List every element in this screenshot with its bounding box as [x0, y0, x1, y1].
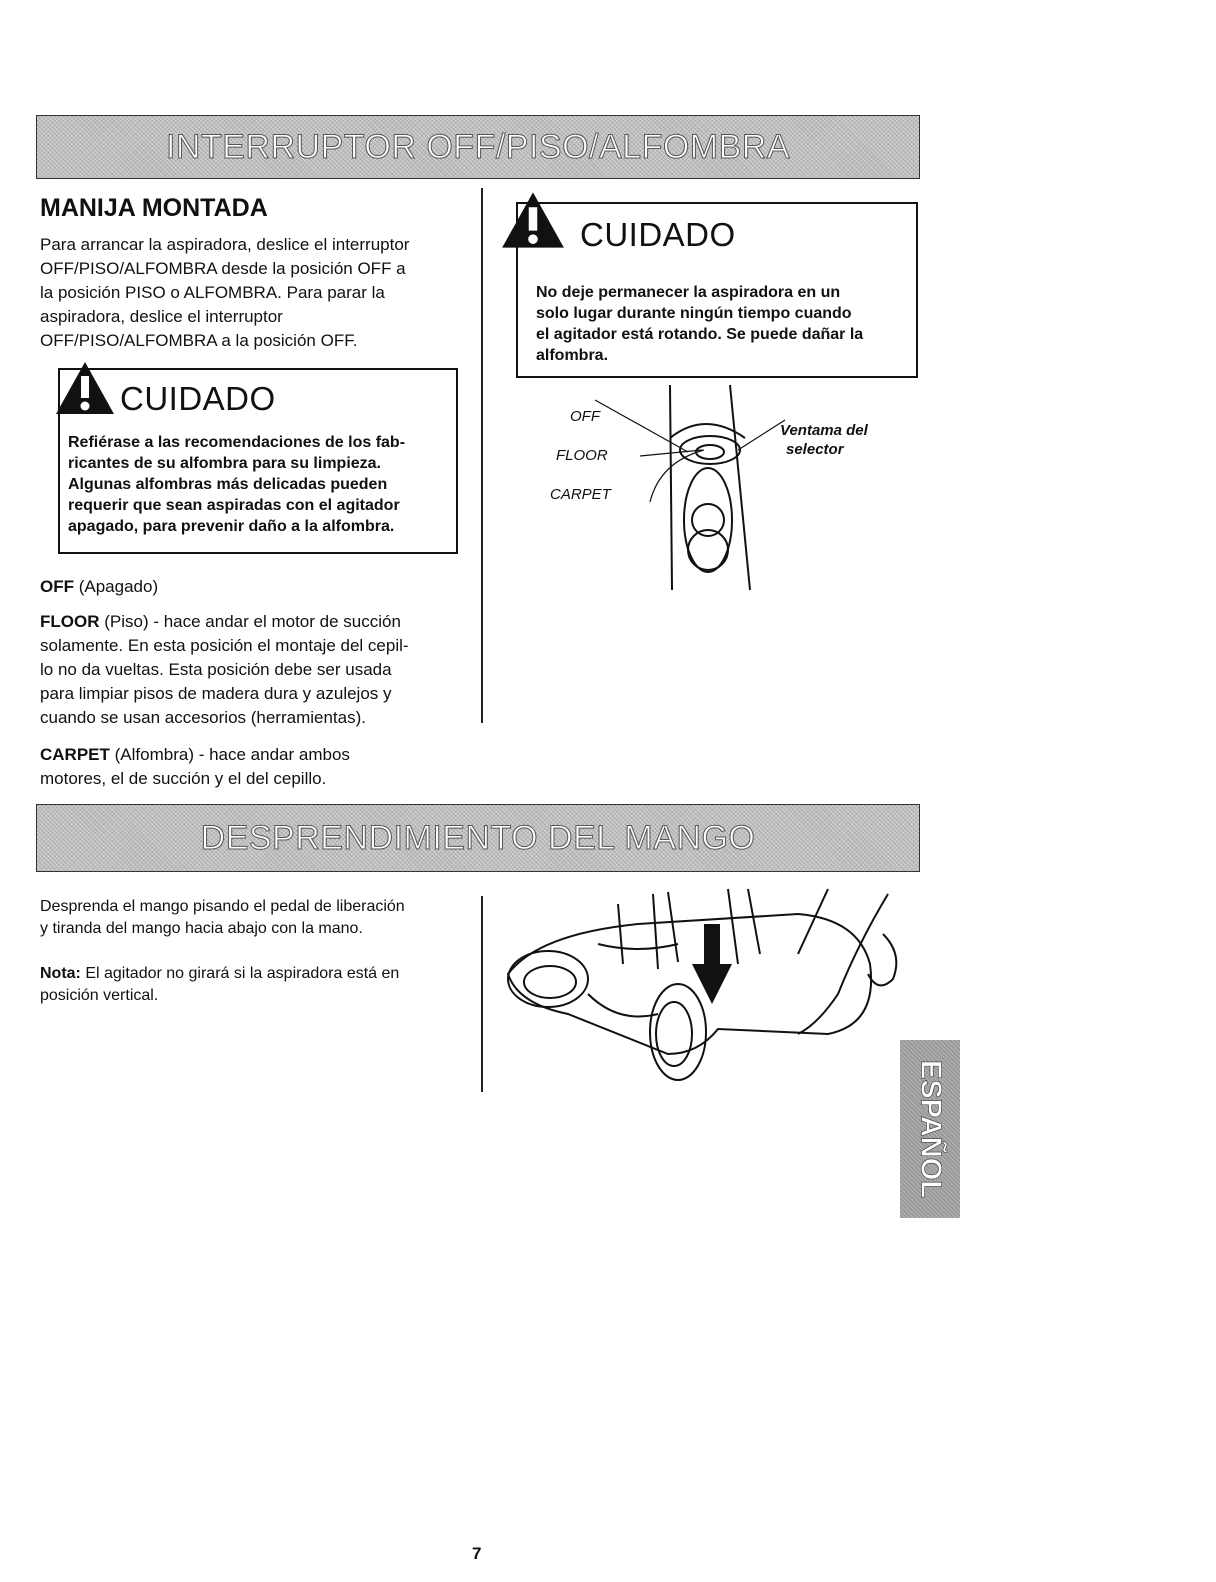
caution-message: [68, 432, 452, 537]
off-desc: (Apagado): [74, 577, 159, 596]
section-banner-title: DESPRENDIMIENTO DEL MANGO: [200, 818, 756, 857]
warning-icon: [54, 360, 116, 416]
caution-box-agitator: [516, 202, 918, 378]
text-line: apagado, para prevenir daño a la alfombra.: [68, 518, 395, 535]
language-tab-label: ESPAÑOL: [914, 1059, 947, 1199]
section-banner-switch: [36, 115, 920, 179]
section-banner-handle: [36, 804, 920, 872]
text-line: lo no da vueltas. Esta posición debe ser usada: [40, 660, 392, 679]
text-line: selector: [786, 441, 844, 458]
vacuum-base-illustration: [498, 884, 910, 1090]
floor-description: [40, 610, 470, 730]
text-line: OFF/PISO/ALFOMBRA desde la posición OFF a: [40, 259, 406, 278]
label-off: OFF: [570, 408, 600, 425]
text-line: Ventama del: [780, 422, 868, 439]
text-line: (Piso) - hace andar el motor de succión: [99, 612, 401, 631]
text-line: ricantes de su alfombra para su limpieza.: [68, 455, 381, 472]
note-term: Nota:: [40, 965, 81, 982]
column-divider: [481, 896, 483, 1092]
text-line: OFF/PISO/ALFOMBRA a la posición OFF.: [40, 331, 358, 350]
caution-title: CUIDADO: [120, 380, 276, 417]
text-line: El agitador no girará si la aspiradora está en: [80, 965, 400, 982]
section-heading: MANIJA MONTADA: [40, 194, 268, 222]
off-description: [40, 575, 470, 599]
term-off: OFF: [40, 577, 74, 596]
release-paragraph: [40, 896, 470, 940]
note-paragraph: [40, 963, 470, 1007]
text-line: solo lugar durante ningún tiempo cuando: [536, 305, 852, 322]
term-carpet: CARPET: [40, 745, 110, 764]
text-line: motores, el de succión y el del cepillo.: [40, 769, 327, 788]
label-window: [780, 421, 868, 459]
text-line: cuando se usan accesorios (herramientas).: [40, 708, 366, 727]
warning-icon: [500, 190, 566, 250]
caution-box-carpet: [58, 368, 458, 554]
page-number: 7: [472, 1544, 482, 1563]
text-line: Para arrancar la aspiradora, deslice el interruptor: [40, 235, 410, 254]
carpet-description: [40, 743, 470, 791]
text-line: alfombra.: [536, 347, 609, 364]
label-carpet: CARPET: [550, 486, 611, 503]
text-line: solamente. En esta posición el montaje del cepil-: [40, 636, 409, 655]
intro-paragraph: [40, 233, 460, 353]
text-line: y tiranda del mango hacia abajo con la mano.: [40, 920, 363, 937]
language-tab: [900, 1040, 960, 1218]
column-divider: [481, 188, 483, 723]
text-line: aspiradora, deslice el interruptor: [40, 307, 283, 326]
text-line: No deje permanecer la aspiradora en un: [536, 284, 841, 301]
term-floor: FLOOR: [40, 612, 100, 631]
text-line: Desprenda el mango pisando el pedal de liberación: [40, 898, 405, 915]
text-line: el agitador está rotando. Se puede dañar la: [536, 326, 864, 343]
caution-title: CUIDADO: [580, 216, 736, 253]
text-line: requerir que sean aspiradas con el agitador: [68, 497, 400, 514]
section-banner-title: INTERRUPTOR OFF/PISO/ALFOMBRA: [165, 127, 791, 166]
caution-message: [536, 282, 912, 366]
text-line: posición vertical.: [40, 987, 159, 1004]
text-line: para limpiar pisos de madera dura y azulejos y: [40, 684, 392, 703]
label-floor: FLOOR: [556, 447, 608, 464]
text-line: la posición PISO o ALFOMBRA. Para parar la: [40, 283, 385, 302]
text-line: (Alfombra) - hace andar ambos: [109, 745, 350, 764]
text-line: Refiérase a las recomendaciones de los fab-: [68, 434, 406, 451]
text-line: Algunas alfombras más delicadas pueden: [68, 476, 388, 493]
